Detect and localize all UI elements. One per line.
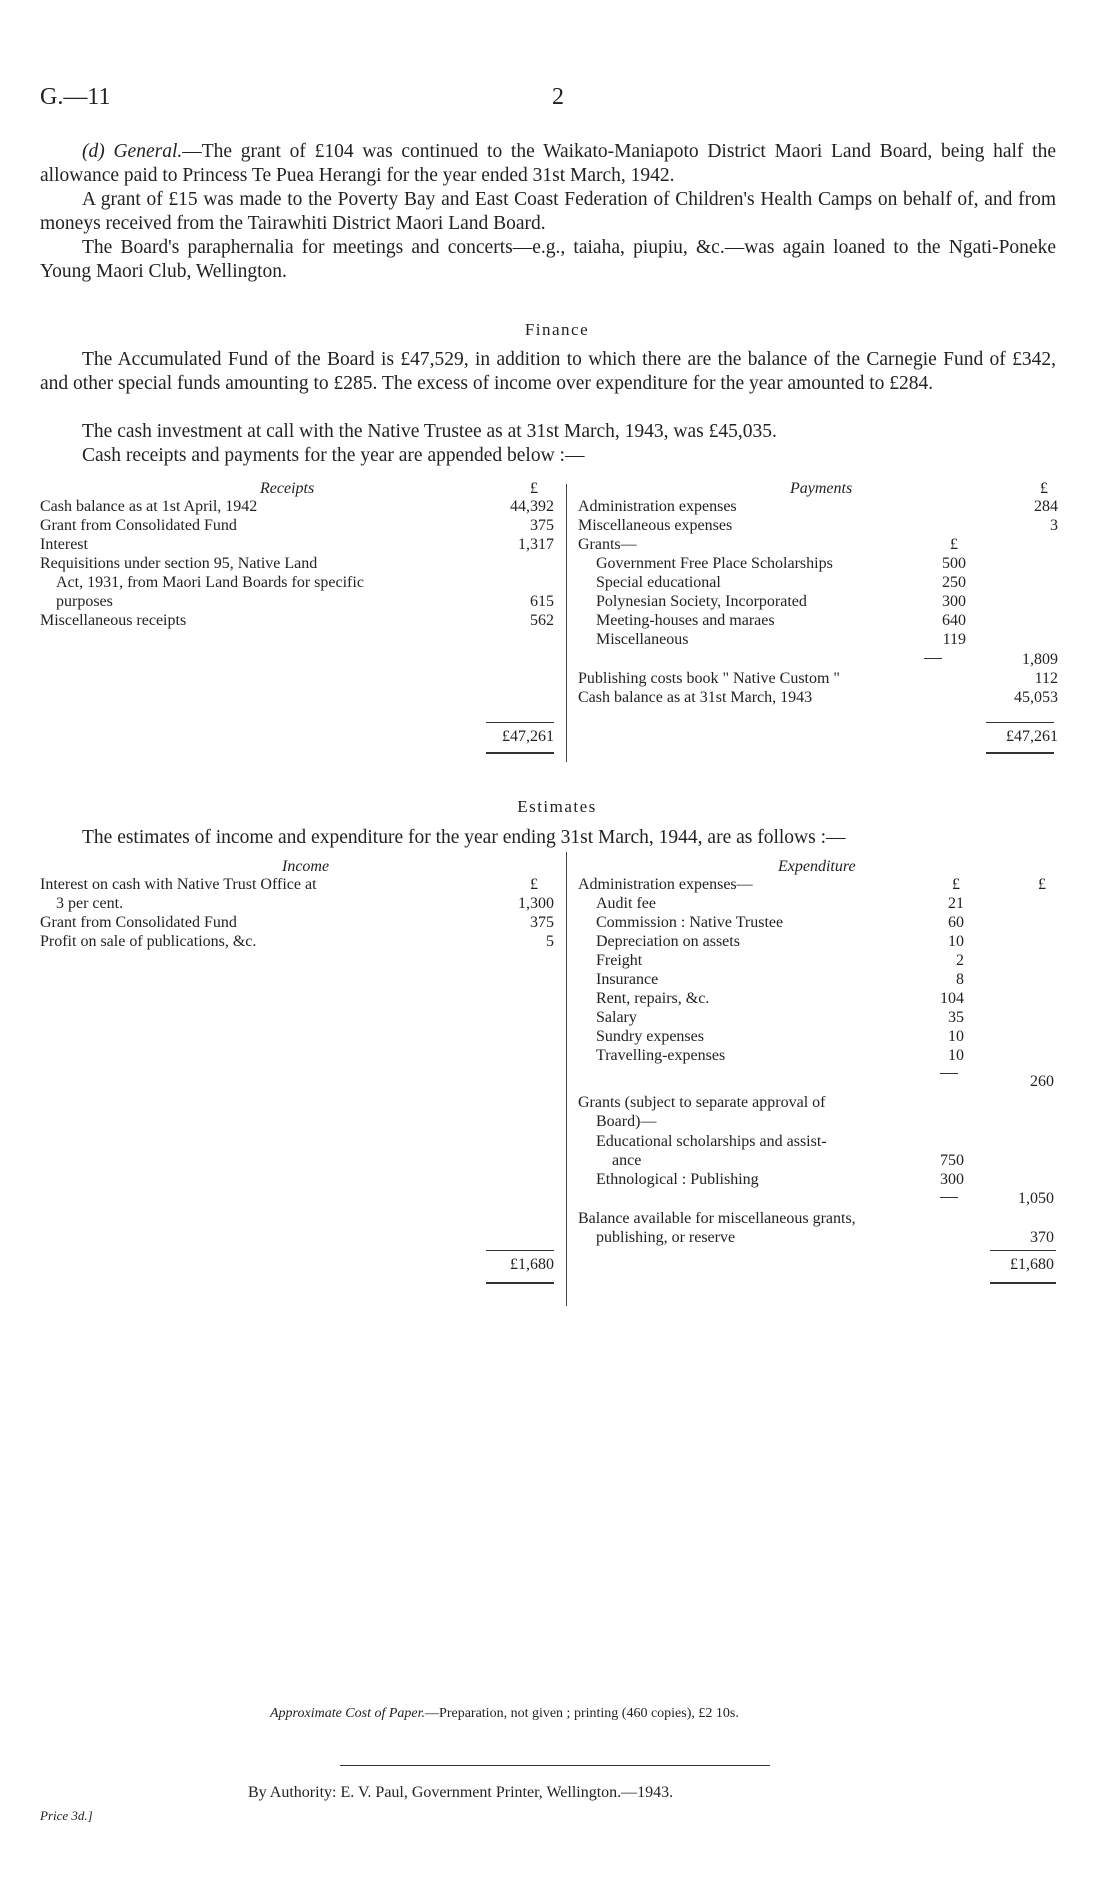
income-pound-sign: £: [530, 876, 538, 893]
admin-item-amount: 104: [940, 990, 964, 1007]
publishing-label: Publishing costs book " Native Custom ": [578, 670, 840, 687]
income-label: Grant from Consolidated Fund: [40, 914, 237, 931]
admin-item-label: Travelling-expenses: [596, 1047, 726, 1064]
receipt-label: Interest: [40, 536, 88, 553]
cash-end-amount: 45,053: [1014, 689, 1058, 706]
finance-heading: Finance: [524, 320, 590, 339]
payment-label: Grants—: [578, 536, 637, 553]
admin-item-label: Commission : Native Trustee: [596, 914, 784, 931]
admin-item-amount: 60: [948, 914, 964, 931]
grant-item-label: ance: [612, 1152, 642, 1169]
finance-paragraph-3: Cash receipts and payments for the year are appended below :—: [82, 445, 585, 466]
receipt-label: Act, 1931, from Maori Land Boards for specific: [56, 574, 364, 591]
grants-label: Board)—: [596, 1113, 657, 1130]
rule: [486, 1282, 554, 1284]
receipt-amount: 44,392: [510, 498, 554, 515]
rule: [486, 722, 554, 723]
grants-total: 1,050: [1018, 1190, 1054, 1207]
grant-label: Meeting-houses and maraes: [596, 612, 775, 629]
receipt-amount: 375: [530, 517, 554, 534]
cost-note: [270, 1706, 739, 1722]
admin-item-amount: 21: [948, 895, 964, 912]
admin-item-label: Salary: [596, 1009, 637, 1026]
rule: [986, 722, 1054, 723]
receipt-amount: 562: [530, 612, 554, 629]
rule: [486, 752, 554, 754]
grant-amount: 300: [942, 593, 966, 610]
receipt-label: Grant from Consolidated Fund: [40, 517, 237, 534]
grant-label: Polynesian Society, Incorporated: [596, 593, 807, 610]
receipt-amount: 1,317: [518, 536, 554, 553]
rule: [924, 658, 942, 659]
estimates-heading: Estimates: [517, 797, 597, 816]
admin-item-label: Audit fee: [596, 895, 656, 912]
receipts-total: £47,261: [502, 728, 554, 745]
estimates-intro: The estimates of income and expenditure for the year ending 31st March, 1944, are as follows :—: [82, 827, 846, 848]
footer-rule: [340, 1765, 770, 1766]
admin-item-label: Depreciation on assets: [596, 933, 740, 950]
admin-item-label: Freight: [596, 952, 643, 969]
page-number: 2: [552, 84, 564, 110]
rule: [940, 1197, 958, 1198]
publishing-amount: 112: [1034, 670, 1058, 687]
expenditure-total: £1,680: [1010, 1256, 1054, 1273]
payment-label: Administration expenses: [578, 498, 737, 515]
balance-label: Balance available for miscellaneous grants,: [578, 1210, 856, 1227]
payment-amount: 284: [1034, 498, 1058, 515]
admin-item-label: Insurance: [596, 971, 659, 988]
grant-label: Special educational: [596, 574, 721, 591]
cost-text: —Preparation, not given ; printing (460 copies), £2 10s.: [425, 1706, 739, 1721]
receipts-pound-sign: £: [530, 480, 538, 497]
admin-item-amount: 10: [948, 1028, 964, 1045]
admin-item-label: Sundry expenses: [596, 1028, 704, 1045]
grant-item-label: Educational scholarships and assist-: [596, 1133, 827, 1150]
receipt-label: Requisitions under section 95, Native Land: [40, 555, 318, 572]
general-paragraph-3: The Board's paraphernalia for meetings and concerts—e.g., taiaha, piupiu, &c.—was again loaned to the Ngati-Poneke Young Maori Club, Wellington.: [40, 237, 1056, 282]
admin-total-pound-sign: £: [1038, 876, 1046, 893]
general-paragraph-2: A grant of £15 was made to the Poverty Bay and East Coast Federation of Children's Health Camps on behalf of, and from moneys received from the Tairawhiti District Maori Land Board.: [40, 189, 1056, 234]
general-label: (d) General.: [82, 141, 183, 162]
authority-line: By Authority: E. V. Paul, Government Printer, Wellington.—1943.: [248, 1784, 674, 1801]
grants-pound-sign: £: [950, 536, 958, 553]
income-total: £1,680: [510, 1256, 554, 1273]
income-heading: Income: [282, 858, 330, 875]
general-text-1: —The grant of £104 was continued to the Waikato-Maniapoto District Maori Land Board, being half the allowance paid to Princess Te Puea Herangi for the year ended 31st March, 1942.: [40, 141, 1056, 186]
cost-label: Approximate Cost of Paper.: [270, 1706, 426, 1721]
admin-item-amount: 10: [948, 1047, 964, 1064]
payments-total: £47,261: [1006, 728, 1058, 745]
grants-label: Grants (subject to separate approval of: [578, 1094, 826, 1111]
receipts-heading: Receipts: [260, 480, 315, 497]
receipt-label: Miscellaneous receipts: [40, 612, 187, 629]
admin-pound-sign: £: [952, 876, 960, 893]
grant-amount: 250: [942, 574, 966, 591]
receipt-amount: 615: [530, 593, 554, 610]
grant-item-amount: 750: [940, 1152, 964, 1169]
rule: [486, 1250, 554, 1251]
receipt-label: Cash balance as at 1st April, 1942: [40, 498, 258, 515]
estimates-divider: [566, 852, 567, 1306]
payment-amount: 3: [1050, 517, 1058, 534]
income-label: Interest on cash with Native Trust Office at: [40, 876, 317, 893]
price: Price 3d.]: [40, 1808, 93, 1823]
admin-item-amount: 10: [948, 933, 964, 950]
admin-item-amount: 2: [956, 952, 964, 969]
income-label: Profit on sale of publications, &c.: [40, 933, 257, 950]
page-code: G.—11: [40, 84, 111, 110]
grant-item-amount: 300: [940, 1171, 964, 1188]
balance-label: publishing, or reserve: [596, 1229, 736, 1246]
rule: [990, 1250, 1056, 1251]
general-paragraph-1: [40, 140, 1056, 188]
admin-item-amount: 8: [956, 971, 964, 988]
grant-label: Government Free Place Scholarships: [596, 555, 833, 572]
income-amount: 5: [546, 933, 554, 950]
income-amount: 1,300: [518, 895, 554, 912]
expenditure-heading: Expenditure: [778, 858, 856, 875]
grant-item-label: Ethnological : Publishing: [596, 1171, 759, 1188]
finance-paragraph-1: The Accumulated Fund of the Board is £47,529, in addition to which there are the balance of the Carnegie Fund of £342, and other special funds amounting to £285. The excess of income over expenditure for the year amounted to £284.: [40, 349, 1056, 394]
admin-item-label: Rent, repairs, &c.: [596, 990, 710, 1007]
cash-end-label: Cash balance as at 31st March, 1943: [578, 689, 813, 706]
finance-paragraph-2: The cash investment at call with the Native Trustee as at 31st March, 1943, was £45,035.: [82, 421, 777, 442]
grants-total: 1,809: [1022, 651, 1058, 668]
grant-label: Miscellaneous: [596, 631, 689, 648]
income-amount: 375: [530, 914, 554, 931]
receipt-label: purposes: [56, 593, 113, 610]
rule: [986, 752, 1054, 754]
grant-amount: 640: [942, 612, 966, 629]
payments-pound-sign: £: [1040, 480, 1048, 497]
payment-label: Miscellaneous expenses: [578, 517, 733, 534]
admin-item-amount: 35: [948, 1009, 964, 1026]
admin-label: Administration expenses—: [578, 876, 753, 893]
rule: [940, 1073, 958, 1074]
balance-amount: 370: [1030, 1229, 1054, 1246]
income-label: 3 per cent.: [56, 895, 124, 912]
grant-amount: 119: [942, 631, 966, 648]
admin-total: 260: [1030, 1073, 1054, 1090]
receipts-divider: [566, 484, 567, 762]
grant-amount: 500: [942, 555, 966, 572]
rule: [990, 1282, 1056, 1284]
payments-heading: Payments: [790, 480, 853, 497]
